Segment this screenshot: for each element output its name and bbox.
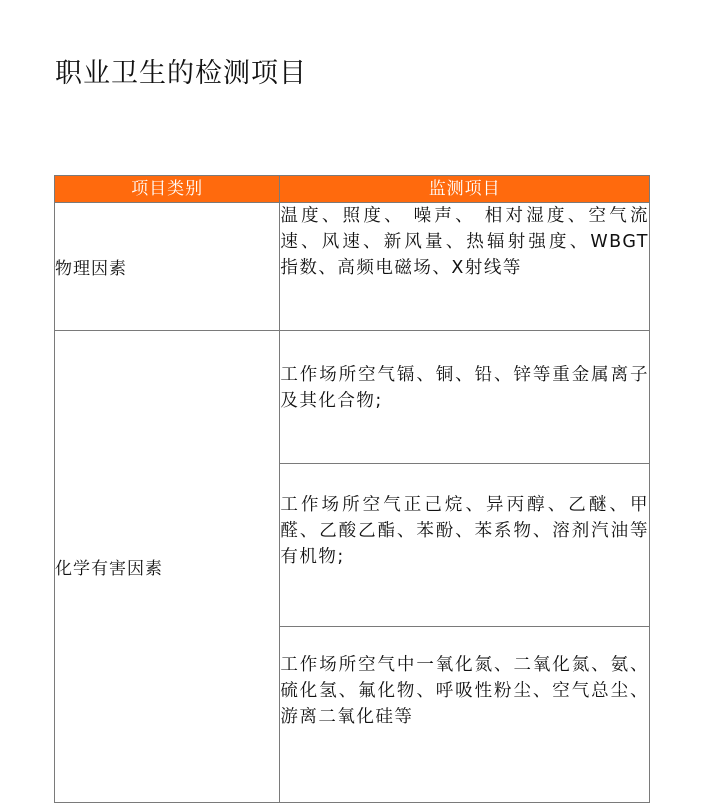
table-header-row (55, 176, 650, 203)
category-cell-chemical: 化学有害因素 (55, 331, 280, 803)
column-header-category: 项目类别 (55, 176, 280, 203)
category-cell-physical: 物理因素 (55, 203, 280, 331)
table-row (55, 203, 650, 331)
items-cell-physical: 温度、照度、 噪声、 相对湿度、空气流速、风速、新风量、热辐射强度、WBGT 指数、高频电磁场、X射线等 (280, 203, 650, 331)
column-header-monitoring-items: 监测项目 (280, 176, 650, 203)
page-title: 职业卫生的检测项目 (55, 58, 307, 89)
table-row (55, 331, 650, 464)
items-cell-inorganic-dust: 工作场所空气中一氧化氮、二氧化氮、氨、硫化氢、氟化物、呼吸性粉尘、空气总尘、游离二氧化硅等 (280, 627, 650, 803)
detection-items-table (54, 175, 650, 803)
items-cell-organics: 工作场所空气正己烷、异丙醇、乙醚、甲醛、乙酸乙酯、苯酚、苯系物、溶剂汽油等有机物; (280, 464, 650, 627)
items-cell-heavy-metals: 工作场所空气镉、铜、铅、锌等重金属离子及其化合物; (280, 331, 650, 464)
